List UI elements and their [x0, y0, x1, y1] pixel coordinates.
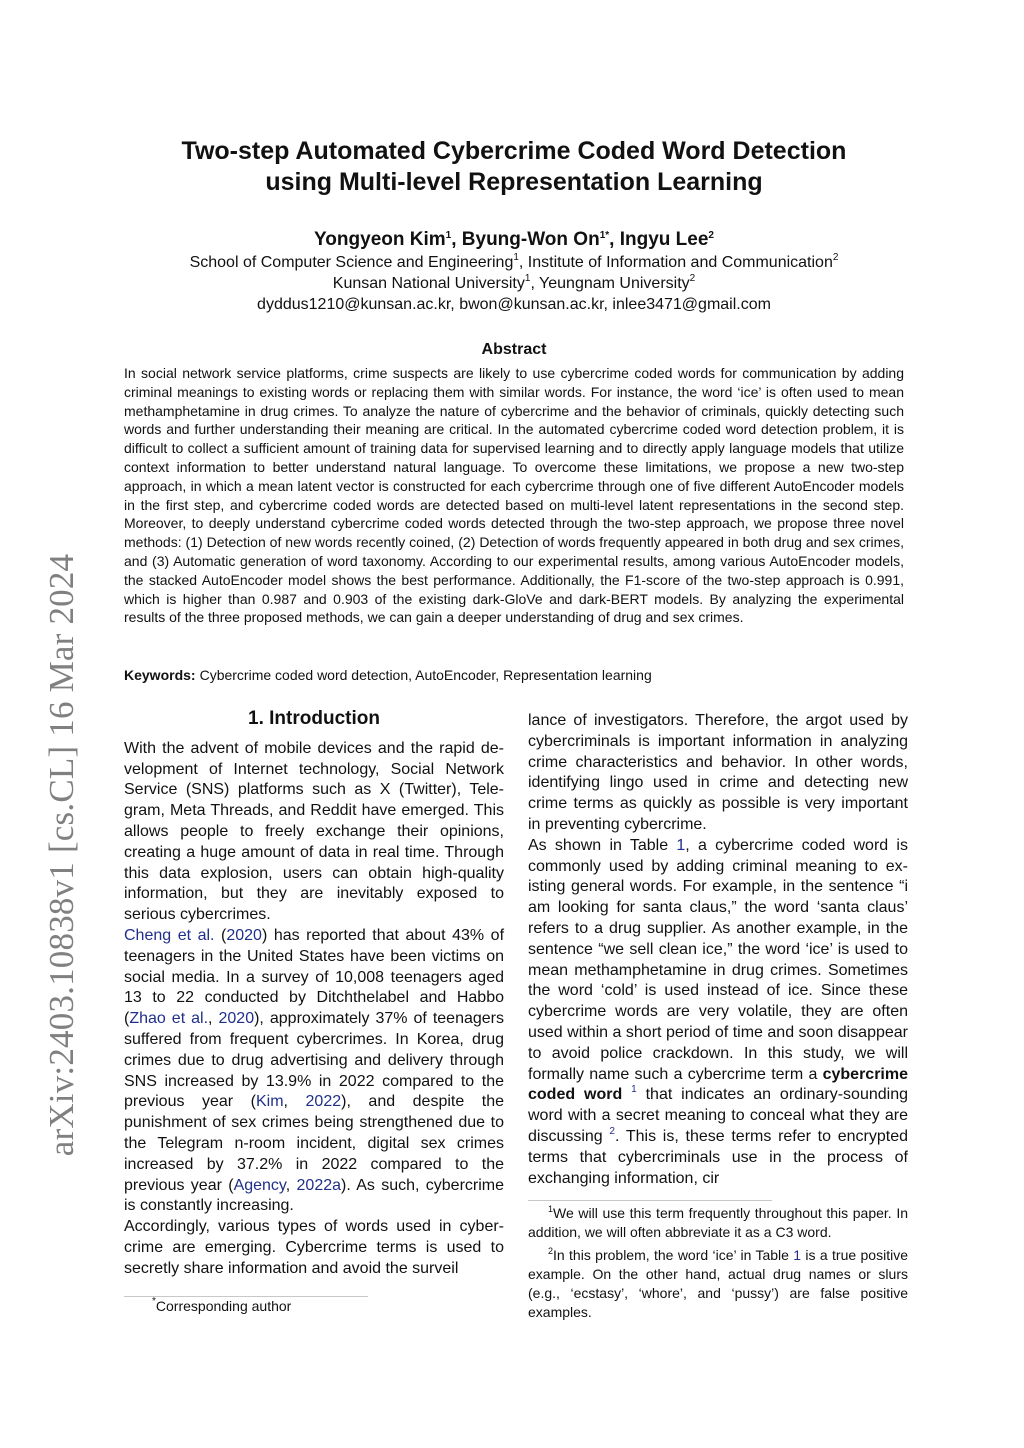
footnote-1: [528, 1204, 908, 1243]
citation-link-author[interactable]: Cheng et al.: [124, 926, 215, 944]
citation-separator: ,: [285, 1176, 297, 1194]
department-2: Institute of Information and Communication: [527, 254, 833, 271]
footnote-divider: [528, 1200, 772, 1201]
paragraph-text: has reported that about 43% of teenagers in the United States have been victims on social media. In a survey of 10,008 teenagers aged 13 to 22 conducted by Ditchthelabel and Habbo (: [124, 926, 505, 1028]
author-1-affil: 1: [445, 230, 452, 241]
table-reference-link[interactable]: 1: [793, 1246, 802, 1263]
author-1: Yongyeon Kim: [314, 229, 446, 250]
section-heading-introduction: 1. Introduction: [248, 708, 380, 729]
university-1-marker: 1: [524, 273, 531, 284]
paragraph-text: As shown in Table: [528, 836, 677, 854]
university-2: Yeungnam University: [539, 275, 690, 292]
citation-bracket: ): [261, 926, 268, 944]
intro-paragraph-5: [528, 836, 908, 1190]
footnote-1-text: We will use this term frequently throughout this paper. In addition, we will often abbreviate it as a C3 word.: [528, 1205, 908, 1241]
paragraph-text: . This is, these terms refer to encrypted terms that cybercriminals use in the process of exchanging information, cir: [528, 1127, 908, 1187]
paragraph-text: that indicates an ordinary-sounding word with a secret meaning to conceal what they are discussing: [528, 1086, 908, 1145]
author-separator: ,: [609, 229, 620, 250]
citation-link-year[interactable]: 2020: [226, 926, 262, 944]
corresponding-author-text: Corresponding author: [155, 1298, 292, 1314]
keywords-label: Keywords:: [124, 667, 196, 683]
university-separator: ,: [530, 275, 540, 292]
author-emails: dyddus1210@kunsan.ac.kr, bwon@kunsan.ac.kr, inlee3471@gmail.com: [257, 296, 771, 313]
citation-link-year[interactable]: 2022a: [296, 1176, 342, 1194]
department-1-marker: 1: [513, 252, 519, 263]
author-2-affil: 1*: [599, 230, 610, 241]
department-1: School of Computer Science and Engineering: [189, 254, 514, 271]
footnote-2-link[interactable]: 2: [609, 1125, 615, 1137]
title-line-1: Two-step Automated Cybercrime Coded Word Detection: [181, 137, 847, 165]
intro-paragraph-3: Accordingly, various types of words used in cybercrime are emerging. Cybercrime terms is used to secretly share information and avoid the surveil: [124, 1218, 504, 1277]
university-2-marker: 2: [689, 273, 696, 284]
citation-link-year[interactable]: 2022: [305, 1093, 342, 1111]
footnotes-right: [528, 1204, 908, 1326]
footnote-divider: [124, 1296, 368, 1297]
left-column: [124, 709, 504, 1280]
title-line-2: using Multi-level Representation Learning: [265, 168, 763, 196]
intro-paragraph-4: lance of investigators. Therefore, the argot used by cybercriminals is important information in analyzing crime characteristics and behavior. In other words, identifying lingo used in crime and detecting new crime terms as quickly as possible is very important in preventing cybercrime.: [528, 712, 908, 833]
footnote-2-text: is a true positive example. On the other hand, actual drug names or slurs (e.g., ‘ecstasy’, ‘whore’, and ‘pussy’) are false positive examples.: [528, 1246, 908, 1321]
right-column: [528, 711, 908, 1189]
keywords-line: [124, 666, 904, 684]
affiliations: [124, 252, 904, 315]
paragraph-text: , a cybercrime coded word is commonly used by adding criminal meaning to existing general words. For example, in the sentence “i am looking for santa claus,” the word ‘santa claus’ refers to a drug supplier. As another example, in the sentence “we sell clean ice,” the word ‘ice’ is used to mean methamphetamine in drug crimes. Sometimes the word ‘cold’ is used instead of ice. Since these cybercrime words are very volatile, they are often used within a short period of time and soon disappear to avoid police crackdown. In this study, we will formally name such a cybercrime term a: [528, 836, 908, 1083]
footnote-1-link[interactable]: 1: [631, 1084, 637, 1096]
author-3: Ingyu Lee: [619, 229, 709, 250]
footnote-2-marker: 2: [548, 1245, 554, 1256]
arxiv-identifier-stamp: arXiv:2403.10838v1 [cs.CL] 16 Mar 2024: [42, 553, 81, 1157]
paragraph-text: ). As such, cybercrime is constantly increasing.: [124, 1176, 505, 1215]
paper-title: [124, 136, 904, 198]
universities-line: [124, 273, 904, 294]
department-separator: ,: [518, 254, 528, 271]
citation-separator: ,: [208, 1010, 219, 1028]
footnote-2-text: In this problem, the word ‘ice’ in Table: [553, 1246, 794, 1263]
abstract-body: In social network service platforms, crime suspects are likely to use cybercrime coded words for communication by adding criminal meanings to existing words or replacing them with similar words. For instance, the word ‘ice’ is often used to mean methamphetamine in drug crimes. To analyze the nature of cybercrime and the behavior of criminals, quickly detecting such words and further understanding their meaning are critical. In the automated cybercrime coded word detection problem, it is difficult to collect a sufficient amount of training data for supervised learning and to directly apply language models that utilize context information to better understand natural language. To overcome these limitations, we propose a new two-step approach, in which a mean latent vector is constructed for each cybercrime through one of five different AutoEncoder models in the first step, and cybercrime coded words are detected based on multi-level latent representations in the second step. Moreover, to deeply understand cybercrime coded words detected through the two-step approach, we propose three novel methods: (1) Detection of new words recently coined, (2) Detection of words frequently appeared in both drug and sex crimes, and (3) Automatic generation of word taxonomy. According to our experimental results, among various AutoEncoder models, the stacked AutoEncoder model shows the best performance. Additionally, the F1-score of the two-step approach is 0.991, which is higher than 0.987 and 0.903 of the existing dark-GloVe and dark-BERT models. By analyzing the experimental results of the three proposed methods, we can gain a deeper understanding of drug and sex crimes.: [124, 365, 904, 626]
paragraph-text: ), and despite the punishment of sex crimes being strengthened due to the Telegram n-room incident, digital sex crimes increased by 37.2% in 2022 compared to the previous year (: [124, 1093, 505, 1194]
author-list: [124, 226, 904, 254]
corresponding-author-footnote: [152, 1298, 291, 1314]
citation-separator: ,: [283, 1093, 306, 1111]
department-2-marker: 2: [832, 252, 839, 263]
corresponding-author-marker: *: [152, 1296, 156, 1307]
citation-bracket: (: [214, 926, 227, 944]
citation-link-author[interactable]: Kim: [255, 1093, 284, 1111]
author-2: Byung-Won On: [461, 229, 600, 250]
footnote-2: [528, 1246, 908, 1323]
paragraph-text: ), approximately 37% of teenagers suffered from frequent cybercrimes. In Korea, drug crimes due to drug advertising and delivery through SNS increased by 13.9% in 2022 compared to the previous year (: [124, 1010, 505, 1111]
departments-line: [124, 252, 904, 273]
citation-link-author[interactable]: Zhao et al.: [129, 1010, 209, 1028]
citation-link-author[interactable]: Agency: [233, 1176, 286, 1194]
author-separator: ,: [451, 229, 462, 250]
term-cybercrime-coded-word: cybercrime coded word: [528, 1065, 908, 1104]
table-reference-link[interactable]: 1: [676, 836, 686, 854]
abstract-heading: Abstract: [481, 341, 547, 358]
keywords-text: Cybercrime coded word detection, AutoEncoder, Representation learning: [199, 667, 652, 683]
footnote-1-marker: 1: [548, 1204, 554, 1214]
citation-link-year[interactable]: 2020: [218, 1010, 255, 1028]
intro-paragraph-1: With the advent of mobile devices and the rapid development of Internet technology, Social Network Service (SNS) platforms such as X (Twitter), Telegram, Meta Threads, and Reddit have emerged. This allows people to freely exchange their opinions, creating a huge amount of data in real time. Through this data explosion, users can obtain high-quality information, but they are inevitably exposed to serious cybercrimes.: [124, 739, 504, 924]
intro-paragraph-2: [124, 926, 504, 1217]
university-1: Kunsan National University: [332, 275, 525, 292]
author-3-affil: 2: [708, 230, 714, 241]
